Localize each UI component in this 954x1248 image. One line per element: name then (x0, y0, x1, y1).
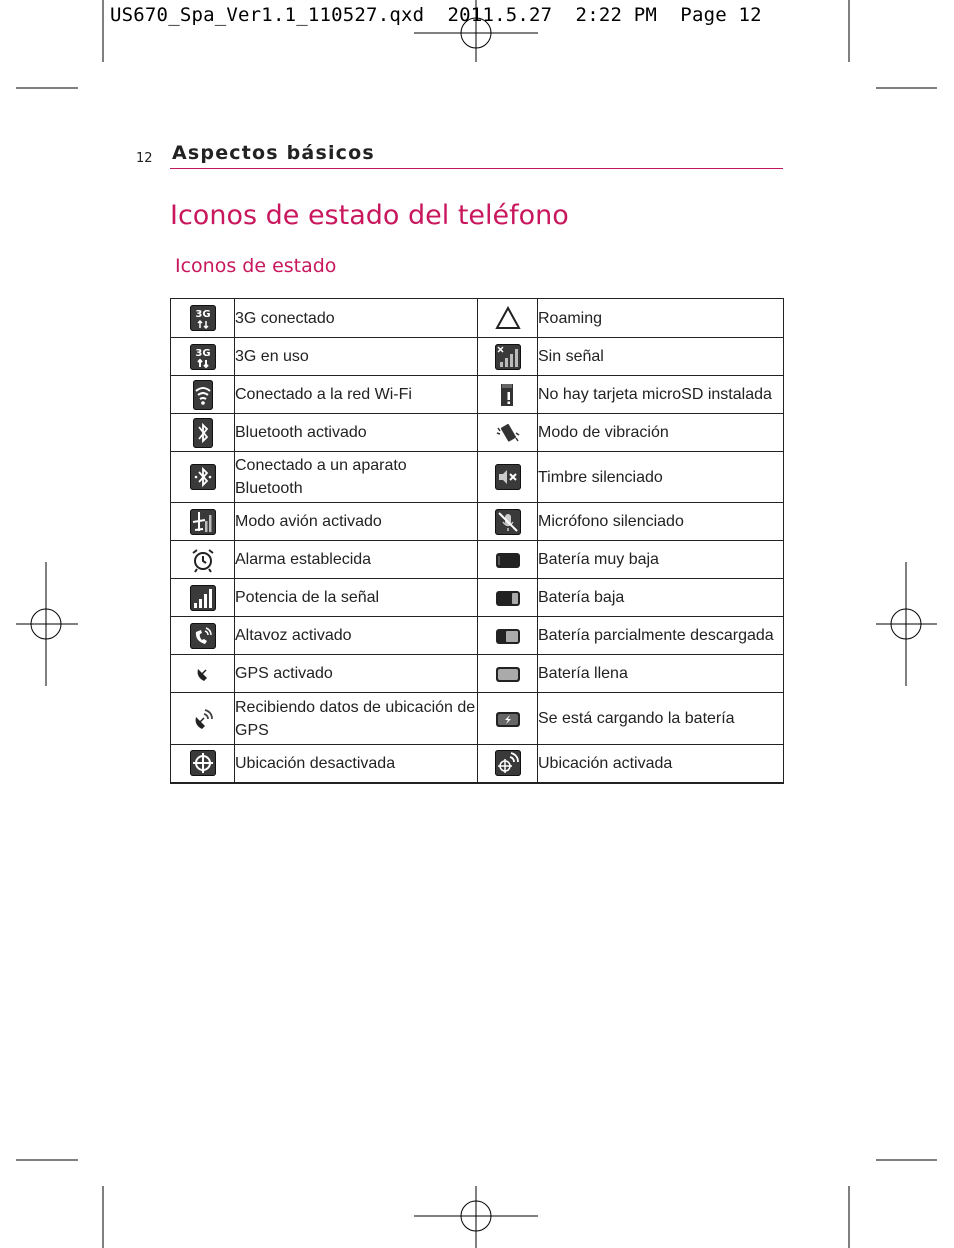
section-heading: Aspectos básicos (172, 142, 375, 164)
svg-text:3G: 3G (194, 347, 211, 359)
table-row (171, 617, 784, 655)
location-on-icon (495, 750, 521, 776)
roaming-icon (495, 305, 521, 331)
battery-low-icon (495, 585, 521, 611)
table-row (171, 745, 784, 783)
status-label: Modo de vibración (538, 414, 784, 452)
status-label: Batería parcialmente descargada (538, 617, 784, 655)
battery-very-low-icon (495, 547, 521, 573)
table-row (171, 503, 784, 541)
printer-slug: US670_Spa_Ver1.1_110527.qxd 2011.5.27 2:22 PM Page 12 (110, 4, 762, 26)
table-row (171, 655, 784, 693)
table-row (171, 579, 784, 617)
3g-connected-icon (190, 305, 216, 331)
status-label: Roaming (538, 299, 784, 338)
table-row (171, 452, 784, 503)
status-label: 3G en uso (235, 338, 478, 376)
gps-receiving-icon (190, 706, 216, 732)
status-label: Ubicación desactivada (235, 745, 478, 783)
battery-charging-icon (495, 706, 521, 732)
status-label: Sin señal (538, 338, 784, 376)
status-label: Alarma establecida (235, 541, 478, 579)
status-label: 3G conectado (235, 299, 478, 338)
status-label: No hay tarjeta microSD instalada (538, 376, 784, 414)
svg-text:3G: 3G (194, 309, 211, 320)
status-label: Conectado a la red Wi-Fi (235, 376, 478, 414)
battery-partial-icon (495, 623, 521, 649)
no-sdcard-icon (495, 382, 521, 408)
status-label: Se está cargando la batería (538, 693, 784, 745)
page-number: 12 (136, 151, 153, 166)
table-row (171, 299, 784, 338)
signal-strength-icon (190, 585, 216, 611)
battery-full-icon (495, 661, 521, 687)
alarm-icon (190, 547, 216, 573)
3g-in-use-icon (190, 344, 216, 370)
no-signal-icon (495, 344, 521, 370)
table-row (171, 693, 784, 745)
location-off-icon (190, 750, 216, 776)
status-label: GPS activado (235, 655, 478, 693)
status-label: Potencia de la señal (235, 579, 478, 617)
section-rule (170, 168, 783, 169)
table-row (171, 338, 784, 376)
ringer-silent-icon (495, 464, 521, 490)
table-row (171, 541, 784, 579)
page-title: Iconos de estado del teléfono (170, 200, 569, 231)
wifi-icon (193, 380, 213, 410)
status-label: Bluetooth activado (235, 414, 478, 452)
status-label: Micrófono silenciado (538, 503, 784, 541)
status-label: Recibiendo datos de ubicación de GPS (235, 693, 478, 745)
status-label: Ubicación activada (538, 745, 784, 783)
airplane-mode-icon (190, 509, 216, 535)
bluetooth-icon (193, 418, 213, 448)
gps-icon (190, 661, 216, 687)
bluetooth-connected-icon (190, 464, 216, 490)
status-label: Altavoz activado (235, 617, 478, 655)
status-label: Batería llena (538, 655, 784, 693)
table-row (171, 414, 784, 452)
status-label: Batería muy baja (538, 541, 784, 579)
status-label: Timbre silenciado (538, 452, 784, 503)
status-label: Batería baja (538, 579, 784, 617)
status-icons-table (170, 298, 784, 784)
vibrate-icon (495, 420, 521, 446)
subtitle: Iconos de estado (175, 255, 337, 277)
status-label: Conectado a un aparato Bluetooth (235, 452, 478, 503)
speakerphone-icon (190, 623, 216, 649)
table-row (171, 376, 784, 414)
status-label: Modo avión activado (235, 503, 478, 541)
mic-muted-icon (495, 509, 521, 535)
